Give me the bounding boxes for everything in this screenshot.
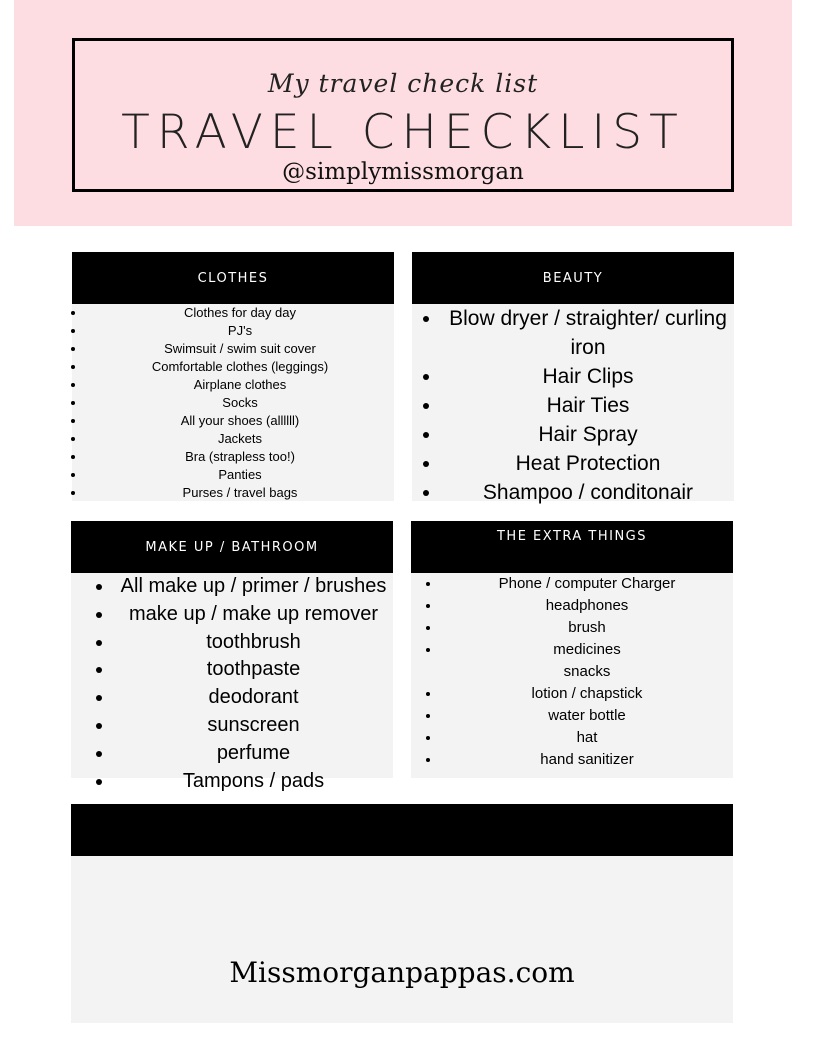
list-item: • perfume xyxy=(114,740,393,768)
makeup-section xyxy=(71,521,393,792)
list-item: • Purses / travel bags xyxy=(86,484,394,502)
list-item: • Comfortable clothes (leggings) xyxy=(86,358,394,376)
list-item: • Socks xyxy=(86,394,394,412)
list-item: • Shampoo / conditonair xyxy=(442,478,734,507)
beauty-heading: BEAUTY xyxy=(412,252,734,304)
extra-heading: THE EXTRA THINGS xyxy=(411,521,733,573)
list-item: • medicines xyxy=(441,639,733,661)
list-item: • deodorant xyxy=(114,684,393,712)
list-item: • Airplane clothes xyxy=(86,376,394,394)
footer-body xyxy=(71,856,733,1023)
extra-list xyxy=(411,573,733,771)
makeup-body xyxy=(71,573,393,792)
extra-section xyxy=(411,521,733,778)
social-handle: @simplymissmorgan xyxy=(282,159,524,185)
list-item: • lotion / chapstick xyxy=(441,683,733,705)
beauty-body xyxy=(412,304,734,504)
clothes-section xyxy=(72,252,394,501)
clothes-heading: CLOTHES xyxy=(72,252,394,304)
list-item: snacks xyxy=(563,663,611,680)
list-item: • sunscreen xyxy=(114,712,393,740)
list-item: • Hair Spray xyxy=(442,420,734,449)
list-item: • Swimsuit / swim suit cover xyxy=(86,340,394,358)
footer-bar xyxy=(71,804,733,856)
extra-body xyxy=(411,573,733,778)
list-item: • Blow dryer / straighter/ curling iron xyxy=(442,304,734,362)
list-item: • Panties xyxy=(86,466,394,484)
beauty-section xyxy=(412,252,734,504)
list-item: • PJ's xyxy=(86,322,394,340)
list-item: • hand sanitizer xyxy=(441,749,733,771)
page-title: TRAVEL CHECKLIST xyxy=(121,105,685,160)
makeup-heading: MAKE UP / BATHROOM xyxy=(71,521,393,573)
list-item: • hat xyxy=(441,727,733,749)
list-item: • headphones xyxy=(441,595,733,617)
beauty-list xyxy=(412,304,734,507)
footer-section xyxy=(71,804,733,1023)
list-item: • make up / make up remover xyxy=(114,601,393,629)
list-item: • Hair Clips xyxy=(442,362,734,391)
list-item: • toothpaste xyxy=(114,656,393,684)
list-item: • water bottle xyxy=(441,705,733,727)
list-item: • toothbrush xyxy=(114,629,393,657)
title-frame xyxy=(72,38,734,192)
list-item: • brush xyxy=(441,617,733,639)
list-item: • Bra (strapless too!) xyxy=(86,448,394,466)
list-item: • Tampons / pads xyxy=(114,768,393,796)
clothes-body xyxy=(72,304,394,501)
list-item: • Hair Ties xyxy=(442,391,734,420)
page-subtitle: My travel check list xyxy=(267,69,539,98)
list-item: • All make up / primer / brushes xyxy=(114,573,393,601)
website-link[interactable]: Missmorganpappas.com xyxy=(229,956,575,989)
list-item: • Heat Protection xyxy=(442,449,734,478)
list-item: • Clothes for day day xyxy=(86,304,394,322)
makeup-list xyxy=(71,573,393,795)
list-item: • Jackets xyxy=(86,430,394,448)
list-item: • All your shoes (allllll) xyxy=(86,412,394,430)
clothes-list xyxy=(72,304,394,502)
list-item: • Phone / computer Charger xyxy=(441,573,733,595)
